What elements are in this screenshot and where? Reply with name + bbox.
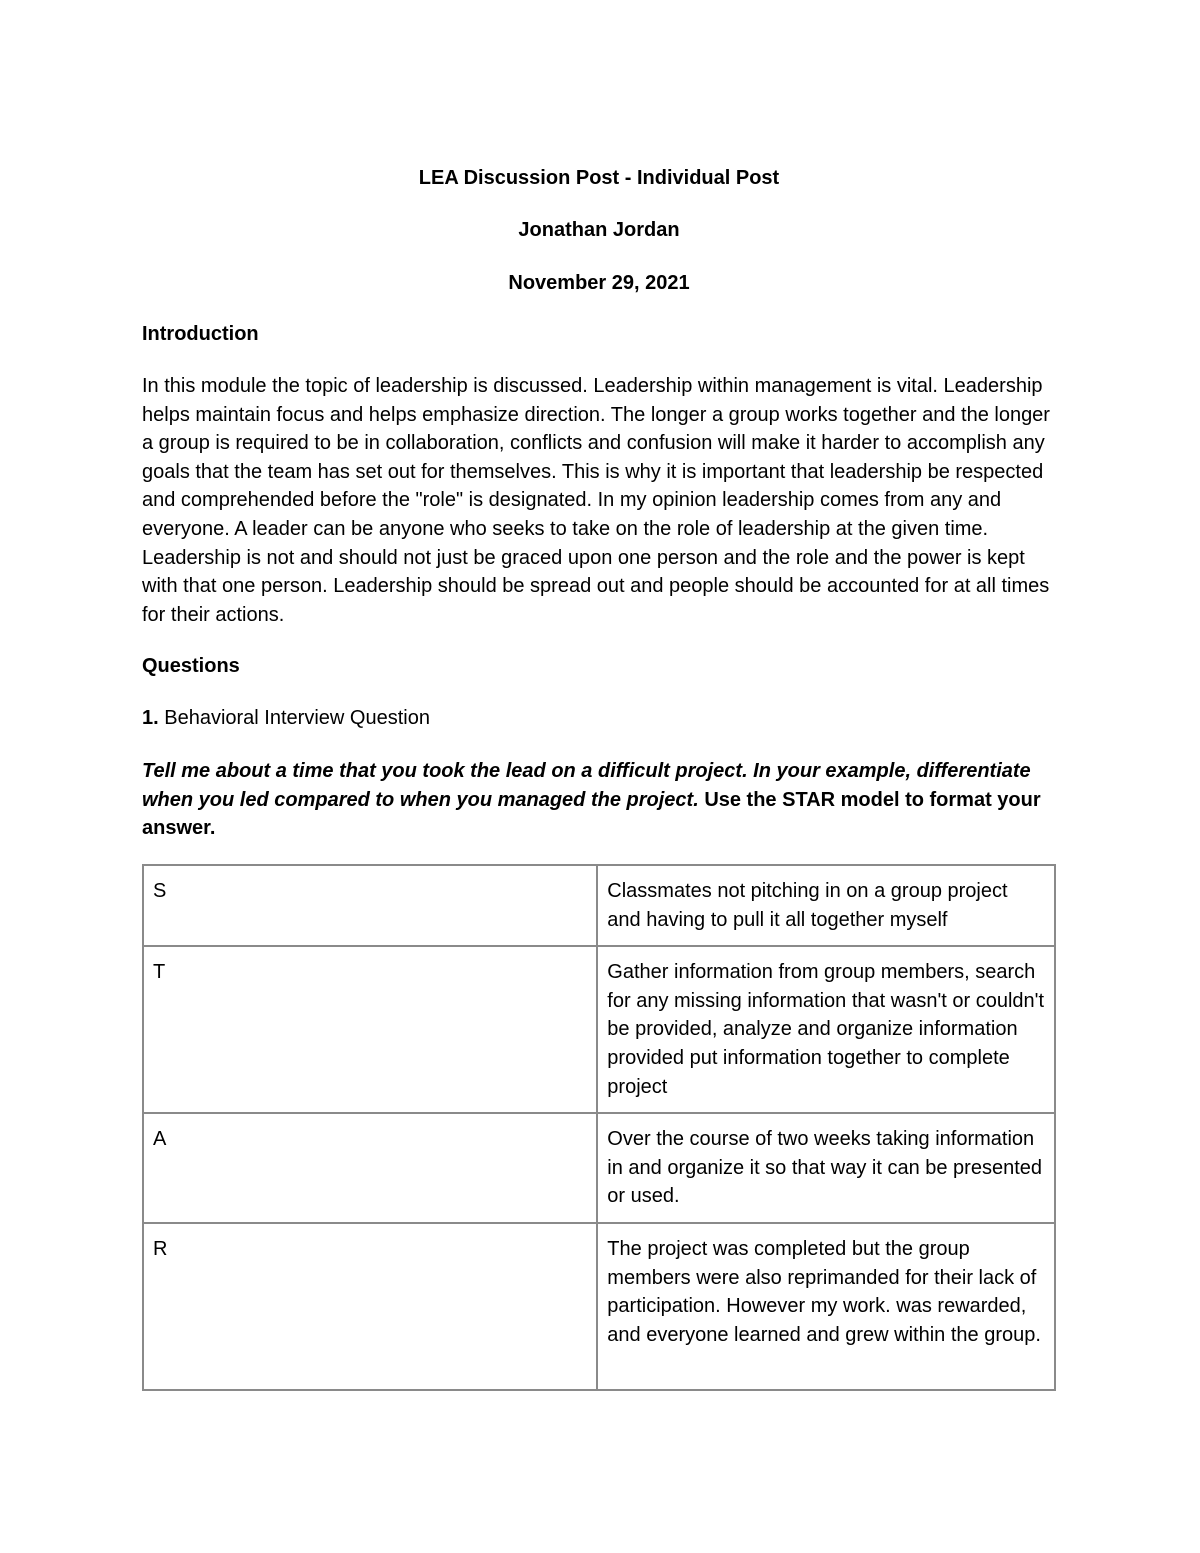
star-key-cell: A [143,1113,597,1223]
table-row [143,865,1055,946]
star-table [142,864,1056,1391]
question-1-prompt [142,757,1056,843]
question-1-prompt-italic: Tell me about a time that you took the lead on a difficult project. In your example, differentiate when you led compared to when you managed the project. [142,760,1031,811]
document-date: November 29, 2021 [508,272,690,294]
star-key-cell: T [143,946,597,1113]
star-value-cell: Gather information from group members, search for any missing information that wasn't or couldn't be provided, analyze and organize information provided put information together to complete project [597,946,1055,1113]
star-value-cell: The project was completed but the group members were also reprimanded for their lack of participation. However my work. was rewarded, and everyone learned and grew within the group. [597,1223,1055,1390]
question-1-prompt-plain: Use the STAR model to format your answer. [142,788,1041,840]
star-key-cell: S [143,865,597,946]
document-title: LEA Discussion Post - Individual Post [418,167,780,189]
introduction-paragraph: In this module the topic of leadership is discussed. Leadership within management is vital. Leadership helps maintain focus and helps emphasize direction. The longer a group works together and the longer a group is required to be in collaboration, conflicts and confusion will make it harder to accomplish any goals that the team has set out for themselves. This is why it is important that leadership be respected and comprehended before the "role" is designated. In my opinion leadership comes from any and everyone. A leader can be anyone who seeks to take on the role of leadership at the given time. Leadership is not and should not just be graced upon one person and the role and the power is kept with that one person. Leadership should be spread out and people should be accounted for at all times for their actions. [142,375,1050,626]
star-value-cell: Over the course of two weeks taking information in and organize it so that way it can be presented or used. [597,1113,1055,1223]
question-1-number: 1. [142,707,159,729]
question-1-line [142,705,430,731]
introduction-heading: Introduction [142,323,259,345]
star-key-cell: R [143,1223,597,1390]
author-name: Jonathan Jordan [518,219,680,241]
table-row [143,1223,1055,1390]
star-value-cell: Classmates not pitching in on a group project and having to pull it all together myself [597,865,1055,946]
table-row [143,1113,1055,1223]
question-1-label: Behavioral Interview Question [164,707,430,729]
table-row [143,946,1055,1113]
questions-heading: Questions [142,655,240,677]
